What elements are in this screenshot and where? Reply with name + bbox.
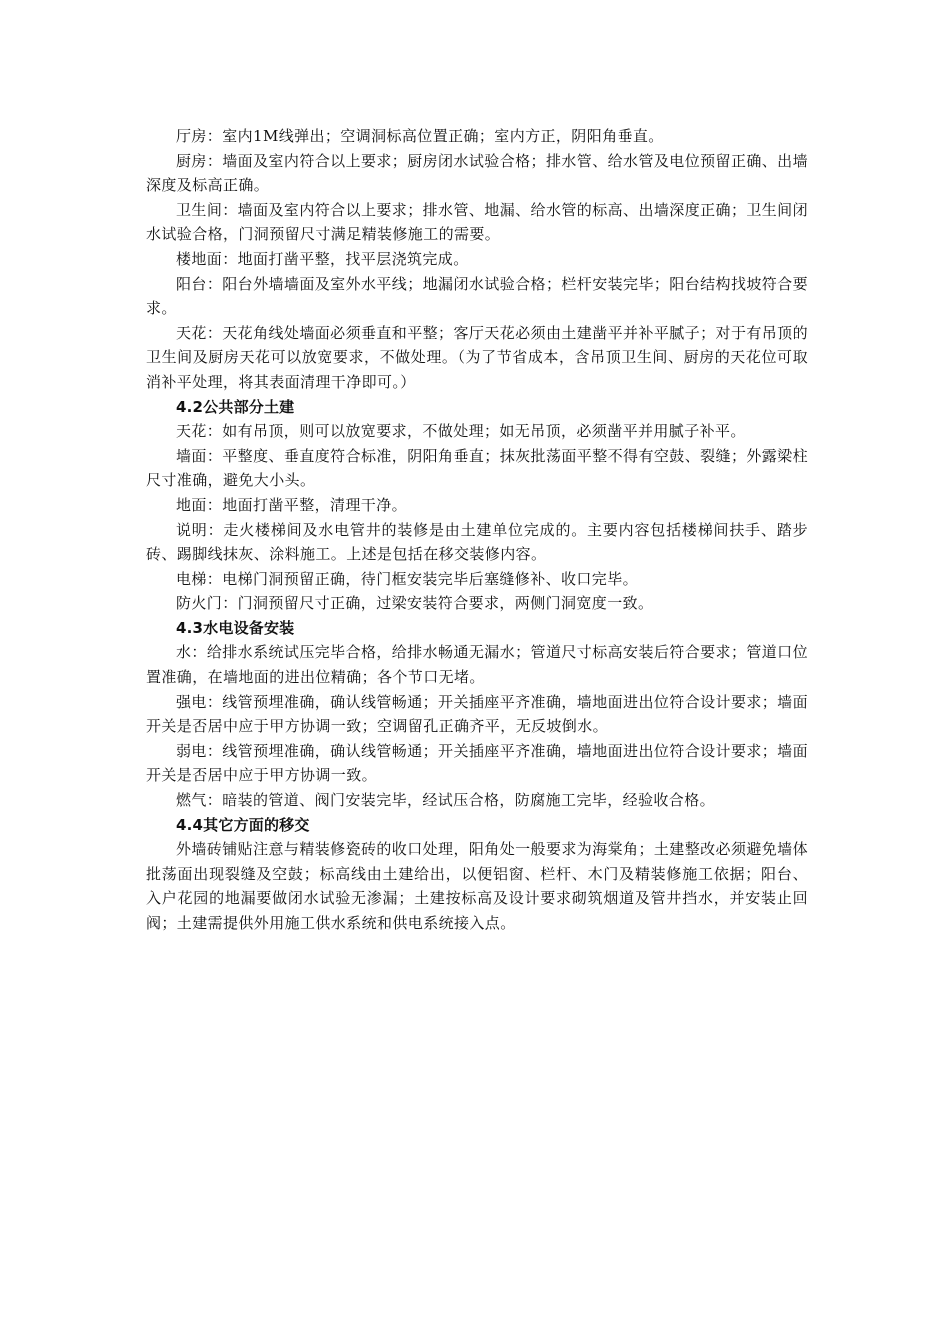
section-heading-4-4: 4.4其它方面的移交 — [176, 815, 310, 834]
paragraph-water: 水：给排水系统试压完毕合格，给排水畅通无漏水；管道尺寸标高安装后符合要求；管道口位置准确，在墙地面的进出位精确；各个节口无堵。 — [146, 643, 808, 687]
paragraph-strong-electric: 强电：线管预埋准确，确认线管畅通；开关插座平齐准确，墙地面进出位符合设计要求；墙面开关是否居中应于甲方协调一致；空调留孔正确齐平，无反坡倒水。 — [146, 692, 808, 736]
paragraph-note: 说明：走火楼梯间及水电管井的装修是由土建单位完成的。主要内容包括楼梯间扶手、踏步砖、踢脚线抹灰、涂料施工。上述是包括在移交装修内容。 — [146, 520, 808, 564]
paragraph-public-wall: 墙面：平整度、垂直度符合标准，阴阳角垂直；抹灰批荡面平整不得有空鼓、裂缝；外露梁柱尺寸准确，避免大小头。 — [146, 446, 808, 490]
paragraph-public-floor: 地面：地面打凿平整，清理干净。 — [176, 495, 408, 514]
paragraph-floor: 楼地面：地面打凿平整，找平层浇筑完成。 — [176, 249, 469, 268]
paragraph-balcony: 阳台：阳台外墙墙面及室外水平线；地漏闭水试验合格；栏杆安装完毕；阳台结构找坡符合要求。 — [146, 274, 808, 318]
paragraph-fire-door: 防火门：门洞预留尺寸正确，过梁安装符合要求，两侧门洞宽度一致。 — [176, 594, 654, 613]
paragraph-other-handover: 外墙砖铺贴注意与精装修瓷砖的收口处理，阳角处一般要求为海棠角；土建整改必须避免墙体批荡面出现裂缝及空鼓；标高线由土建给出，以便铝窗、栏杆、木门及精装修施工依据；阳台、入户花园的地漏要做闭水试验无渗漏；土建按标高及设计要求砌筑烟道及管井挡水，并安装止回阀；土建需提供外用施工供水系统和供电系统接入点。 — [146, 840, 808, 932]
paragraph-bathroom: 卫生间：墙面及室内符合以上要求；排水管、地漏、给水管的标高、出墙深度正确；卫生间闭水试验合格，门洞预留尺寸满足精装修施工的需要。 — [146, 200, 808, 244]
section-heading-4-3: 4.3水电设备安装 — [176, 618, 295, 637]
paragraph-ceiling: 天花：天花角线处墙面必须垂直和平整；客厅天花必须由土建凿平并补平腻子；对于有吊顶的卫生间及厨房天花可以放宽要求，不做处理。（为了节省成本，含吊顶卫生间、厨房的天花位可取消补平处理，将其表面清理干净即可。） — [146, 323, 808, 391]
section-heading-4-2: 4.2公共部分土建 — [176, 397, 295, 416]
paragraph-gas: 燃气：暗装的管道、阀门安装完毕，经试压合格，防腐施工完毕，经验收合格。 — [176, 791, 716, 810]
paragraph-weak-electric: 弱电：线管预埋准确，确认线管畅通；开关插座平齐准确，墙地面进出位符合设计要求；墙面开关是否居中应于甲方协调一致。 — [146, 741, 808, 785]
paragraph-public-ceiling: 天花：如有吊顶，则可以放宽要求，不做处理；如无吊顶，必须凿平并用腻子补平。 — [176, 422, 746, 441]
paragraph-elevator: 电梯：电梯门洞预留正确，待门框安装完毕后塞缝修补、收口完毕。 — [176, 569, 639, 588]
paragraph-kitchen: 厨房：墙面及室内符合以上要求；厨房闭水试验合格；排水管、给水管及电位预留正确、出墙深度及标高正确。 — [146, 151, 808, 195]
document-body — [146, 124, 808, 936]
paragraph-living-room: 厅房：室内1M线弹出；空调洞标高位置正确；室内方正，阴阳角垂直。 — [176, 127, 664, 145]
